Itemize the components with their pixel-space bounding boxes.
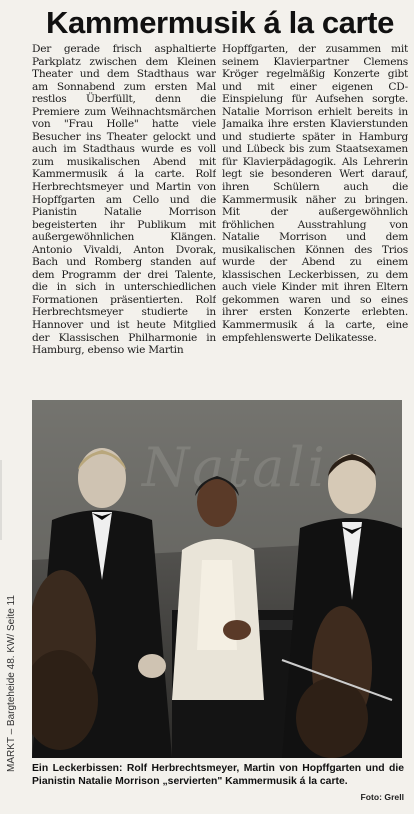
photo-caption: Ein Leckerbissen: Rolf Herbrechtsmeyer, Martin von Hopffgarten und die Pianistin Natalie Morrison „servierten" Kammermusik á la carte. bbox=[32, 763, 404, 787]
decorative-margin-line bbox=[0, 460, 32, 540]
trio-photo bbox=[32, 400, 402, 758]
photo-illustration bbox=[32, 400, 402, 758]
article-headline: Kammermusik á la carte bbox=[46, 5, 394, 40]
article-column-left: Der gerade frisch asphaltierte Parkplatz zwischen dem Kleinen Theater und dem Stadthaus war am Sonnabend zum ersten Mal restlos Überfüllt, denn die Premiere zum Weihnachtsmärchen von "Frau Holle" hatte viele Besucher ins Theater gelockt und auch im Stadthaus wurde es voll zum musikalischen Abend mit Kammermusik á la carte. Rolf Herbrechtsmeyer und Martin von Hopffgarten am Cello und die Pianistin Natalie Morrison begeisterten ihr Publikum mit außergewöhnlichen Klängen. Antonio Vivaldi, Anton Dvorak, Bach und Romberg standen auf dem Programm der drei Talente, die in sich in unterschiedlichen Formationen präsentierten. Rolf Herbrechtsmeyer studierte in Hannover und ist heute Mitglied der Klassischen Philharmonie in Hamburg, ebenso wie Martin bbox=[32, 43, 216, 357]
article-column-right: Hopffgarten, der zusammen mit seinem Klavierpartner Clemens Kröger regelmäßig Konzerte gibt und mit einer eigenen CD-Einspielung für Aufsehen sorgte. Natalie Morrison erhielt bereits in Jamaika ihre ersten Klavierstunden und studierte später in Hamburg und Lübeck bis zum Staatsexamen für Klavierpädagogik. Als Lehrerin legt sie besonderen Wert darauf, ihren Schülern auch die Kammermusik näher zu bringen. Mit der außergewöhnlich fröhlichen Ausstrahlung von Natalie Morrison und dem musikalischen Können des Trios wurde der Abend zu einem klassischen Leckerbissen, zu dem auch viele Kinder mit ihren Eltern gekommen waren und so eines ihrer ersten Konzerte erlebten. Kammermusik á la carte, eine empfehlenswerte Delikatesse. bbox=[222, 43, 408, 344]
photo-credit: Foto: Grell bbox=[360, 792, 404, 802]
page-source-label: MARKT – Bargteheide 48. KW/ Seite 11 bbox=[6, 595, 17, 772]
